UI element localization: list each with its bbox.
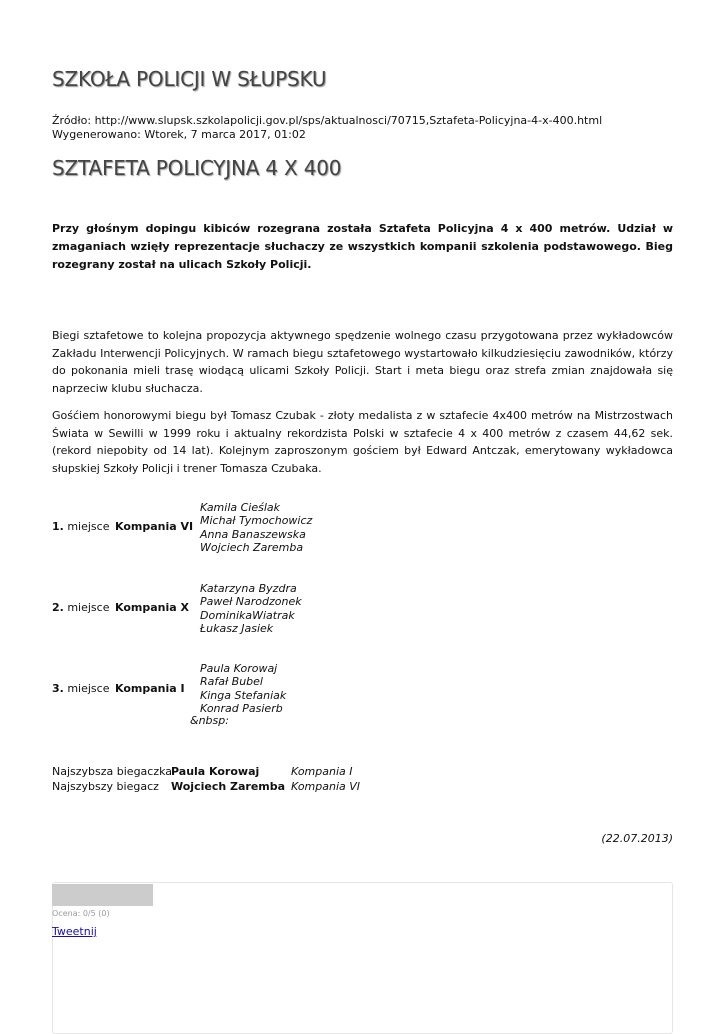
result-row-1: [52, 520, 194, 533]
body-paragraph: Gośćiem honorowymi biegu był Tomasz Czubak - złoty medalista z w sztafecie 4x400 metrów na Mistrzostwach Świata w Sewilli w 1999 roku i aktualny rekordzista Polski w sztafecie 4 x 400 metrów z czasem 44,62 sek. (rekord niepobity od 14 lat). Kolejnym zaproszonym gościem był Edward Antczak, emerytowany wykładowca słupskiej Szkoły Policji i trener Tomasza Czubaka.: [52, 409, 673, 475]
rating-text: Ocena: 0/5 (0): [52, 909, 110, 918]
member-name: Kinga Stefaniak: [200, 688, 287, 702]
fastest-female-row: [52, 765, 353, 778]
member-name: Michał Tymochowicz: [200, 514, 313, 528]
result-row-2: [52, 601, 189, 614]
place-label: miejsce: [63, 601, 110, 614]
fastest-male-row: [52, 780, 361, 793]
place-label: miejsce: [63, 682, 110, 695]
member-name: Wojciech Zaremba: [200, 540, 304, 554]
article-date: (22.07.2013): [601, 832, 673, 845]
meta-info: [52, 114, 602, 142]
fastest-name: Wojciech Zaremba: [171, 780, 286, 793]
member-name: Katarzyna Byzdra: [200, 582, 297, 595]
site-title: SZKOŁA POLICJI W SŁUPSKU: [52, 67, 327, 91]
article-body: [52, 327, 673, 487]
body-paragraph: Biegi sztafetowe to kolejna propozycja aktywnego spędzenie wolnego czasu przygotowana przez wykładowców Zakładu Interwencji Policyjnych. W ramach biegu sztafetowego wystartowało kilkudziesięciu zawodników, którzy do pokonania mieli trasę wiodącą ulicami Szkoły Policji. Start i meta biegu oraz strefa zmian znajdowała się naprzeciw klubu słuchacza.: [52, 329, 673, 395]
member-name: Rafał Bubel: [200, 675, 263, 689]
article-lead: Przy głośnym dopingu kibiców rozegrana została Sztafeta Policyjna 4 x 400 metrów. Udział w zmaganiach wzięły reprezentacje słuchaczy ze wszystkich kompanii szkolenia podstawowego. Bieg rozegrany został na ulicach Szkoły Policji.: [52, 222, 673, 271]
team-members-2: [200, 582, 302, 635]
member-name: DominikaWiatrak: [200, 608, 295, 622]
source-line: Źródło: http://www.slupsk.szkolapolicji.gov.pl/sps/aktualnosci/70715,Sztafeta-Policyjna-4-x-400.html: [52, 114, 603, 127]
fastest-name: Paula Korowaj: [171, 765, 260, 778]
place-number: 2.: [52, 601, 64, 614]
fastest-company: Kompania VI: [291, 780, 361, 793]
member-name: Paweł Narodzonek: [200, 595, 302, 609]
generated-line: Wygenerowano: Wtorek, 7 marca 2017, 01:02: [52, 128, 306, 141]
team-members-3: [200, 662, 286, 715]
result-row-3: [52, 682, 185, 695]
fastest-company: Kompania I: [291, 765, 353, 778]
team-members-1: [200, 501, 312, 554]
article-title: SZTAFETA POLICYJNA 4 X 400: [52, 156, 342, 180]
place-number: 3.: [52, 682, 64, 695]
fastest-label: Najszybsza biegaczka: [52, 765, 173, 778]
place-label: miejsce: [63, 520, 110, 533]
rating-widget[interactable]: [52, 884, 153, 906]
member-name: Kamila Cieślak: [200, 501, 281, 514]
place-number: 1.: [52, 520, 64, 533]
member-name: Paula Korowaj: [200, 662, 278, 675]
member-name: Konrad Pasierb: [200, 701, 283, 715]
tweet-link[interactable]: Tweetnij: [52, 925, 97, 938]
place-company: Kompania I: [115, 682, 185, 695]
place-company: Kompania VI: [115, 520, 194, 533]
place-company: Kompania X: [115, 601, 189, 614]
member-name: Łukasz Jasiek: [200, 621, 274, 635]
member-name: Anna Banaszewska: [200, 527, 306, 541]
fastest-label: Najszybszy biegacz: [52, 780, 159, 793]
stray-entity-text: &nbsp:: [190, 714, 229, 727]
